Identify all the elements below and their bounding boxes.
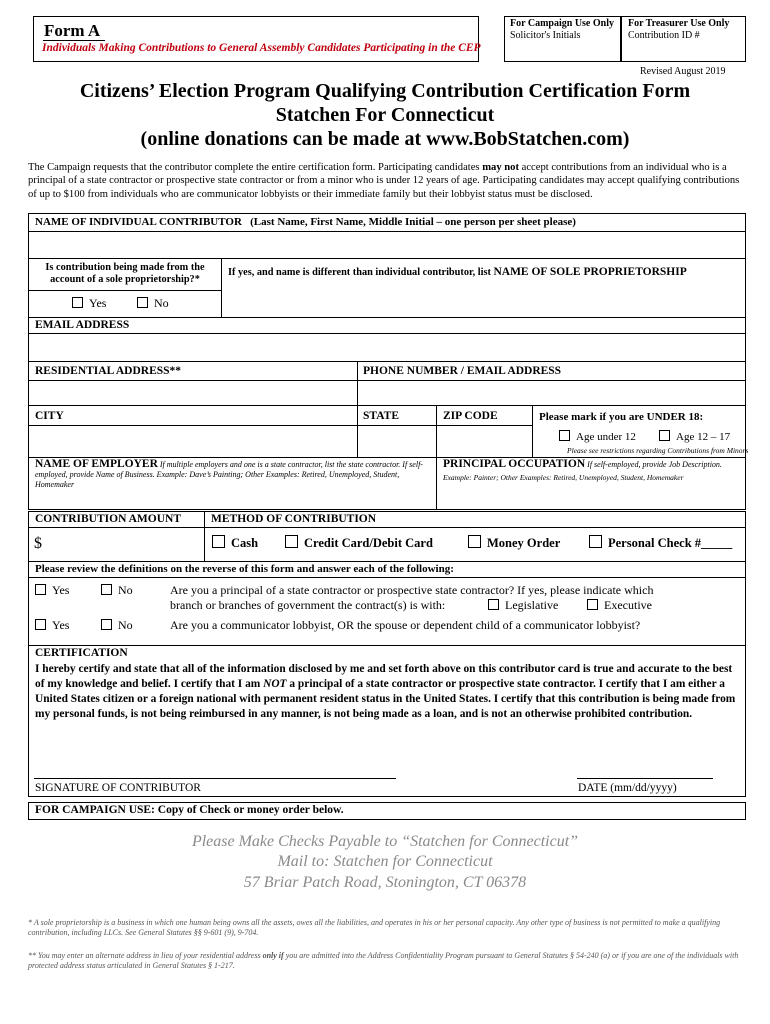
q1-text: Are you a principal of a state contractor or prospective state contractor? If yes, please indicate which [170,583,654,597]
age-12-17-option[interactable]: Age 12 – 17 [659,430,730,443]
questions-heading: Please review the definitions on the reverse of this form and answer each of the following: [35,563,454,575]
phone-label: PHONE NUMBER / EMAIL ADDRESS [363,365,562,377]
checkbox-icon [659,430,670,441]
sole-prop-yes[interactable]: Yes [72,296,106,311]
zip-input[interactable] [438,427,530,455]
mail-address: 57 Briar Patch Road, Stonington, CT 06378 [243,874,527,891]
method-money-order[interactable]: Money Order [468,535,560,551]
state-label: STATE [363,410,400,422]
sole-prop-question: Is contribution being made from the account of a sole proprietorship?* [45,262,205,285]
occupation-label: PRINCIPAL OCCUPATION If self-employed, provide Job Description. [443,458,722,470]
intro-paragraph: The Campaign requests that the contributor complete the entire certification form. Participating candidates may not accept contributions from an individual who is a principal of a state contractor or prospective state contractor or from a minor who is under 12 years of age. Participating candidates may accept qualifying contributions of up to $100 from individuals who are communicator lobbyists or their immediate family but their lobbyist status must be disclosed. [28,162,740,200]
form-subtitle: Individuals Making Contributions to General Assembly Candidates Participating in the CEP [42,42,481,54]
employer-input[interactable] [30,484,434,508]
q1-legislative[interactable]: Legislative [488,598,558,613]
method-cash[interactable]: Cash [212,535,258,551]
checkbox-icon [587,599,598,610]
q1-no[interactable]: No [101,583,133,598]
campaign-use-title: For Campaign Use Only [510,18,614,29]
form-label: Form A [44,21,101,40]
revised-date: Revised August 2019 [640,66,726,77]
title-line1: Citizens’ Election Program Qualifying Contribution Certification Form [79,80,691,102]
certification-heading: CERTIFICATION [35,647,128,659]
q2-yes[interactable]: Yes [35,618,69,633]
checkbox-icon [285,535,298,548]
treasurer-use-title: For Treasurer Use Only [628,18,730,29]
footnote-address: ** You may enter an alternate address in lieu of your residential address only if you are admitted into the Address Confidentiality Program pursuant to General Statutes § 54-240 (a) or if you are one of the individuals with protected address status articulated in General Statutes § 1-217. [28,951,739,970]
checkbox-icon [101,619,112,630]
payable-to: Please Make Checks Payable to “Statchen for Connecticut” [191,833,579,850]
q1-yes[interactable]: Yes [35,583,69,598]
footnote-sole-prop: * A sole proprietorship is a business in which one human being owns all the assets, owes all the liabilities, and operates in his or her personal capacity. Any other type of business is not permitted to make a qualifying contribution, including LLCs. See General Statutes §§ 9-601 (9), 9-704. [28,918,721,937]
checkbox-icon [101,584,112,595]
checkbox-icon [589,535,602,548]
phone-input[interactable] [359,382,744,404]
email-label: EMAIL ADDRESS [35,319,130,331]
checkbox-icon [35,619,46,630]
under18-label: Please mark if you are UNDER 18: [539,411,704,423]
name-label: NAME OF INDIVIDUAL CONTRIBUTOR (Last Name, First Name, Middle Initial – one person per sheet please) [35,216,576,228]
amount-label: CONTRIBUTION AMOUNT [35,513,182,525]
amount-input[interactable]: $ [34,535,42,552]
checkbox-icon [559,430,570,441]
sole-prop-no[interactable]: No [137,296,169,311]
age-under12-option[interactable]: Age under 12 [559,430,636,443]
zip-label: ZIP CODE [443,410,498,422]
occupation-input[interactable] [438,484,744,508]
checkbox-icon [137,297,148,308]
checkbox-icon [468,535,481,548]
contribution-id-field[interactable]: Contribution ID # [628,30,700,41]
q2-no[interactable]: No [101,618,133,633]
residential-label: RESIDENTIAL ADDRESS** [35,365,182,377]
state-input[interactable] [359,427,434,455]
sole-prop-instruction: If yes, and name is different than individual contributor, list NAME OF SOLE PROPRIETORSHIP [228,266,687,278]
employer-label: NAME OF EMPLOYER If multiple employers and one is a state contractor, list the state contractor. If self-employed, provide Name of Business. Example: Dave’s Painting; Other Examples: Retired, Unemployed, Student, Homemaker [35,458,423,489]
checkbox-icon [72,297,83,308]
residential-input[interactable] [30,382,355,404]
signature-label: SIGNATURE OF CONTRIBUTOR [35,782,201,794]
mail-to: Mail to: Statchen for Connecticut [277,853,493,870]
title-line2: Statchen For Connecticut [275,104,495,126]
date-line[interactable] [577,756,713,778]
certification-text: I hereby certify and state that all of the information disclosed by me and set forth above on this contributor card is true and accurate to the best of my knowledge and belief. I certify that I am NOT a principal of a state contractor or prospective state contractor. I certify that I am either a United States citizen or a foreign national with permanent resident status in the United States. I certify that this contribution is being made from my personal funds, is not being reimbursed in any manner, is not being made as a loan, and is not an otherwise prohibited contribution. [35,663,736,720]
checkbox-icon [488,599,499,610]
name-input[interactable] [30,233,744,257]
method-card[interactable]: Credit Card/Debit Card [285,535,433,551]
q1-text-line2: branch or branches of government the contract(s) is with: [170,598,446,612]
minors-note: Please see restrictions regarding Contributions from Minors [567,446,749,455]
date-label: DATE (mm/dd/yyyy) [578,782,677,794]
q1-executive[interactable]: Executive [587,598,652,613]
checkbox-icon [212,535,225,548]
method-check[interactable]: Personal Check #_____ [589,535,732,551]
city-input[interactable] [30,427,355,455]
q2-text: Are you a communicator lobbyist, OR the spouse or dependent child of a communicator lobbyist? [170,618,641,632]
signature-line[interactable] [34,756,396,778]
occupation-example: Example: Painter; Other Examples: Retired, Unemployed, Student, Homemaker [443,473,684,482]
title-line3: (online donations can be made at www.BobStatchen.com) [140,128,630,150]
email-input[interactable] [30,335,744,359]
solicitor-initials-field[interactable]: Solicitor's Initials [510,30,581,41]
city-label: CITY [35,410,64,422]
campaign-use-label: FOR CAMPAIGN USE: Copy of Check or money order below. [35,804,344,816]
method-label: METHOD OF CONTRIBUTION [211,513,377,525]
checkbox-icon [35,584,46,595]
